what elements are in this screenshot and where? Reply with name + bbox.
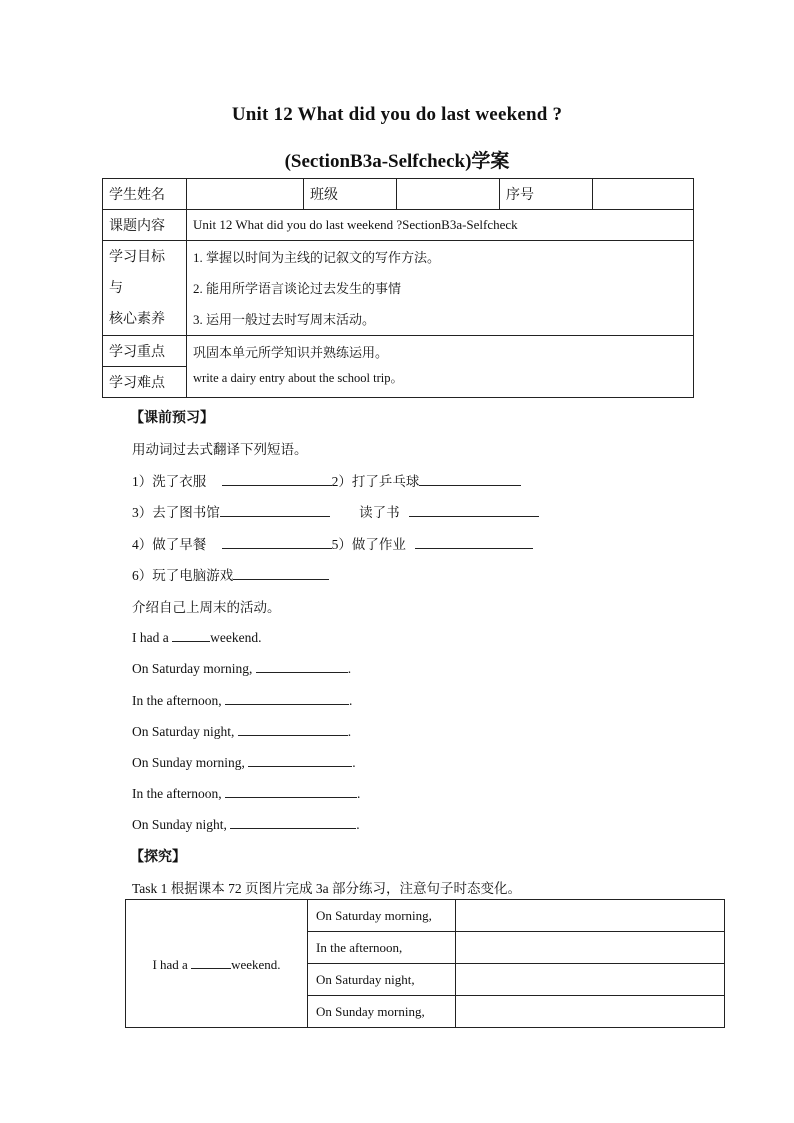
sentence-1-blank[interactable]	[172, 627, 210, 642]
student-name-label: 学生姓名	[103, 179, 187, 210]
sentence-5-period: .	[352, 755, 356, 770]
sentence-7	[132, 814, 360, 833]
sentence-2-prefix: On Saturday morning,	[132, 661, 253, 676]
sentence-4-period: .	[347, 724, 352, 739]
page-title-line2: (SectionB3a-Selfcheck)学案	[284, 151, 510, 172]
task-row-1-answer[interactable]	[456, 900, 725, 932]
task-row-3-label: On Saturday night,	[308, 964, 456, 996]
task-1-table	[125, 899, 725, 1028]
phrase-4-blank[interactable]	[222, 534, 332, 549]
task-row-2-label: In the afternoon,	[308, 932, 456, 964]
phrase-3-label: 3）去了图书馆	[132, 505, 220, 520]
sentence-4-blank[interactable]	[238, 721, 348, 736]
topic-label: 课题内容	[103, 210, 187, 241]
task-1-instruction: Task 1 根据课本 72 页图片完成 3a 部分练习，注意句子时态变化。	[132, 881, 522, 896]
task-row-4-label: On Sunday morning,	[308, 996, 456, 1028]
goals-label-line-1: 学习目标	[109, 249, 165, 265]
sentence-6-period: .	[356, 786, 361, 801]
key-point-value: 巩固本单元所学知识并熟练运用。	[193, 345, 389, 360]
task-left-prefix: I had a	[152, 957, 188, 972]
intro-instruction: 介绍自己上周末的活动。	[132, 600, 281, 615]
task-left-cell	[126, 900, 308, 1028]
sentence-3-period: .	[348, 693, 353, 708]
sentence-2-blank[interactable]	[256, 658, 348, 673]
goals-cell	[187, 241, 694, 336]
phrase-6-label: 6）玩了电脑游戏	[132, 568, 234, 583]
goal-item-1: 1. 掌握以时间为主线的记叙文的写作方法。	[193, 249, 441, 265]
phrase-3b-label: 读了书	[359, 505, 400, 520]
sentence-4	[132, 721, 351, 740]
phrase-2-label: 2）打了乒乓球	[331, 474, 420, 489]
key-difficulty-cell	[187, 336, 694, 398]
goal-item-3: 3. 运用一般过去时写周末活动。	[193, 311, 376, 327]
task-row-2-answer[interactable]	[456, 932, 725, 964]
sentence-7-prefix: On Sunday night,	[132, 817, 227, 832]
task-left-suffix: weekend.	[231, 957, 281, 972]
page-title-line1: Unit 12 What did you do last weekend ?	[231, 104, 563, 125]
phrase-5-label: 5）做了作业	[331, 537, 406, 552]
sentence-6-prefix: In the afternoon,	[132, 786, 222, 801]
goal-item-2: 2. 能用所学语言谈论过去发生的事情	[193, 280, 402, 296]
sentence-1-suffix: weekend.	[210, 630, 262, 645]
sentence-4-prefix: On Saturday night,	[132, 724, 235, 739]
goals-label-line-2: 与	[109, 280, 123, 296]
task-row-4-answer[interactable]	[456, 996, 725, 1028]
phrase-row-1	[132, 470, 521, 490]
phrase-5-blank[interactable]	[415, 534, 533, 549]
phrase-2-blank[interactable]	[419, 471, 521, 486]
sentence-5-prefix: On Sunday morning,	[132, 755, 245, 770]
phrase-3b-blank[interactable]	[409, 502, 539, 517]
info-table	[102, 178, 694, 398]
class-cell[interactable]	[397, 179, 500, 210]
task-row-3-answer[interactable]	[456, 964, 725, 996]
phrase-row-2	[132, 501, 539, 521]
difficulty-label: 学习难点	[103, 367, 187, 398]
task-row-1-label: On Saturday morning,	[308, 900, 456, 932]
phrase-4-label: 4）做了早餐	[132, 537, 207, 552]
phrase-6-blank[interactable]	[233, 565, 329, 580]
phrase-1-blank[interactable]	[222, 471, 332, 486]
number-label: 序号	[500, 179, 593, 210]
preview-heading: 【课前预习】	[130, 411, 214, 426]
sentence-2-period: .	[347, 661, 352, 676]
sentence-5	[132, 752, 356, 771]
class-label: 班级	[304, 179, 397, 210]
preview-instruction: 用动词过去式翻译下列短语。	[132, 442, 308, 457]
phrase-3-blank[interactable]	[220, 502, 330, 517]
task-left-blank[interactable]	[191, 954, 231, 969]
sentence-3	[132, 690, 352, 709]
sentence-7-blank[interactable]	[230, 814, 356, 829]
sentence-7-period: .	[356, 817, 360, 832]
phrase-1-label: 1）洗了衣服	[132, 474, 207, 489]
sentence-2	[132, 658, 351, 677]
student-name-cell[interactable]	[187, 179, 304, 210]
sentence-3-prefix: In the afternoon,	[132, 693, 222, 708]
explore-heading: 【探究】	[130, 850, 186, 865]
phrase-row-4	[132, 564, 329, 584]
difficulty-value: write a dairy entry about the school trip。	[193, 371, 404, 385]
sentence-1	[132, 627, 261, 646]
sentence-6-blank[interactable]	[225, 783, 357, 798]
phrase-row-3	[132, 533, 533, 553]
number-cell[interactable]	[593, 179, 694, 210]
sentence-1-prefix: I had a	[132, 630, 169, 645]
sentence-5-blank[interactable]	[248, 752, 352, 767]
sentence-6	[132, 783, 360, 802]
sentence-3-blank[interactable]	[225, 690, 349, 705]
key-point-label: 学习重点	[103, 336, 187, 367]
goals-label	[103, 241, 187, 336]
goals-label-line-3: 核心素养	[109, 311, 165, 327]
topic-value: Unit 12 What did you do last weekend ?SectionB3a-Selfcheck	[187, 210, 694, 241]
